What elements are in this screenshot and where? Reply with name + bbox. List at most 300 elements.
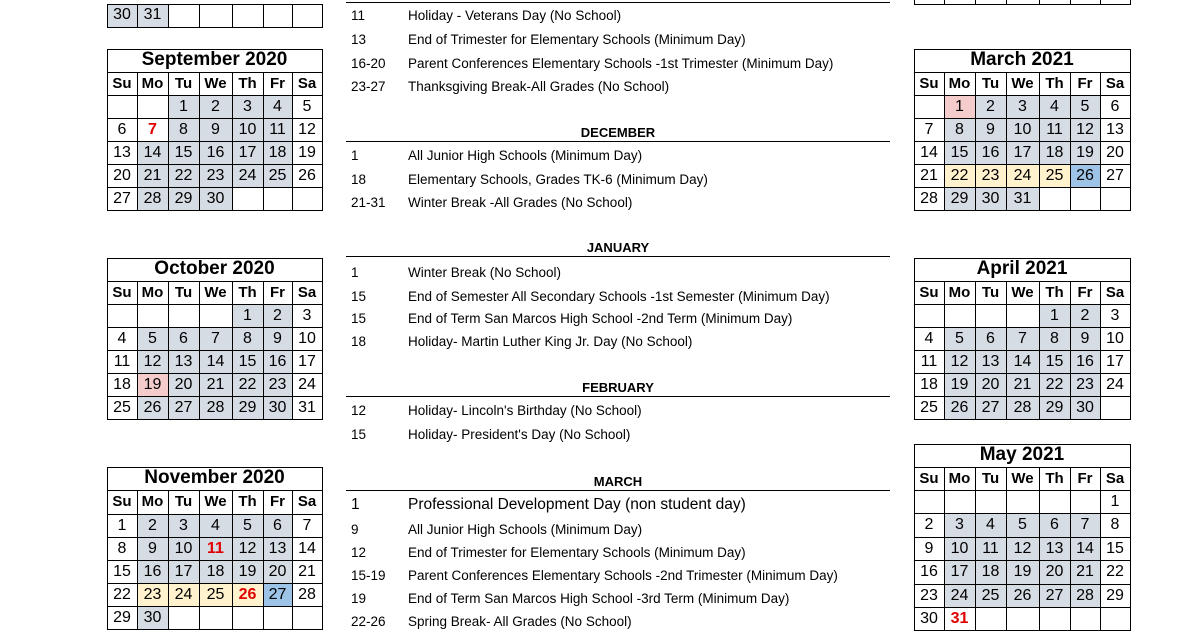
calendar-gridline — [914, 164, 1130, 165]
calendar-day: 18 — [975, 560, 1006, 583]
weekday-header: Th — [238, 493, 257, 510]
calendar-gridline — [914, 396, 1130, 397]
calendar-gridline — [914, 210, 1130, 211]
weekday-header: Sa — [1105, 470, 1125, 487]
calendar-day: 6 — [168, 327, 199, 350]
section-rule — [346, 141, 890, 142]
calendar-gridline — [199, 4, 200, 27]
event-description: Parent Conferences Elementary Schools -1st Trimester (Minimum Day) — [408, 56, 834, 71]
section-title: FEBRUARY — [582, 380, 654, 395]
weekday-header: We — [204, 75, 227, 92]
weekday-header: Th — [1045, 75, 1064, 92]
calendar-day: 20 — [1106, 144, 1124, 161]
calendar-day: 2 — [137, 514, 168, 537]
calendar-day: 24 — [298, 376, 316, 393]
calendar-day: 20 — [1039, 560, 1070, 583]
calendar-day: 23 — [263, 373, 292, 396]
calendar-day: 17 — [944, 560, 975, 583]
calendar-day: 23 — [199, 164, 232, 187]
calendar-day: 5 — [302, 98, 312, 115]
calendar-day: 11 — [199, 537, 232, 560]
calendar-gridline — [914, 490, 1130, 491]
calendar-day: 10 — [1006, 118, 1039, 141]
weekday-header: Fr — [270, 75, 285, 92]
weekday-header: We — [1011, 75, 1034, 92]
event-description: End of Term San Marcos High School -3rd Term (Minimum Day) — [408, 591, 790, 606]
calendar-gridline — [1039, 467, 1040, 630]
calendar-day: 2 — [199, 95, 232, 118]
calendar-day: 17 — [298, 353, 316, 370]
calendar-day: 18 — [920, 376, 938, 393]
calendar-gridline — [107, 141, 322, 142]
calendar-gridline — [107, 490, 322, 491]
calendar-gridline — [914, 373, 1130, 374]
calendar-day: 23 — [920, 586, 938, 604]
calendar-day: 22 — [1039, 373, 1070, 396]
calendar-day: 18 — [263, 141, 292, 164]
calendar-gridline — [232, 4, 233, 27]
calendar-gridline — [107, 27, 322, 28]
weekday-header: Tu — [981, 284, 1000, 301]
calendar-day: 14 — [298, 540, 316, 557]
calendar-day: 11 — [920, 353, 938, 370]
event-date: 1 — [351, 496, 360, 513]
calendar-day: 7 — [148, 121, 157, 138]
calendar-day: 26 — [944, 396, 975, 419]
calendar-day: 24 — [1006, 164, 1039, 187]
weekday-header: Su — [112, 284, 132, 301]
calendar-day: 27 — [1106, 167, 1124, 184]
calendar-day: 26 — [1006, 584, 1039, 607]
calendar-day: 27 — [975, 396, 1006, 419]
weekday-header: We — [204, 493, 227, 510]
calendar-day: 12 — [137, 350, 168, 373]
calendar-day: 1 — [1039, 304, 1070, 327]
calendar-day: 26 — [298, 167, 316, 184]
event-date: 23-27 — [351, 79, 386, 94]
calendar-day: 12 — [1070, 118, 1100, 141]
event-date: 12 — [351, 403, 367, 418]
calendar-day: 19 — [137, 373, 168, 396]
calendar-day: 4 — [117, 330, 127, 347]
calendar-gridline — [914, 584, 1130, 585]
event-date: 15 — [351, 289, 367, 304]
section-title: DECEMBER — [580, 125, 656, 140]
calendar-day: 28 — [920, 190, 938, 207]
event-date: 12 — [351, 545, 367, 560]
calendar-gridline — [914, 537, 1130, 538]
section-title: JANUARY — [586, 240, 650, 255]
calendar-gridline — [107, 419, 322, 420]
calendar-day: 16 — [263, 350, 292, 373]
calendar-title: November 2020 — [144, 467, 285, 488]
calendar-day: 8 — [168, 118, 199, 141]
calendar-day: 24 — [944, 584, 975, 607]
calendar-day: 15 — [168, 141, 199, 164]
calendar-day: 3 — [1110, 307, 1120, 324]
calendar-day: 6 — [1039, 513, 1070, 536]
weekday-header: Sa — [1105, 75, 1125, 92]
weekday-header: Su — [919, 284, 939, 301]
event-description: Thanksgiving Break-All Grades (No School) — [408, 79, 670, 94]
weekday-header: Su — [112, 493, 132, 510]
weekday-header: Sa — [1105, 284, 1125, 301]
weekday-header: Su — [919, 470, 939, 487]
calendar-day: 1 — [117, 517, 127, 534]
calendar-day: 19 — [944, 373, 975, 396]
weekday-header: Mo — [948, 470, 971, 487]
calendar-day: 30 — [263, 396, 292, 419]
calendar-day: 10 — [232, 118, 263, 141]
calendar-day: 3 — [302, 307, 312, 324]
weekday-header: Su — [919, 75, 939, 92]
calendar-day: 9 — [924, 539, 934, 557]
calendar-day: 13 — [113, 144, 131, 161]
calendar-gridline — [914, 467, 1130, 468]
calendar-day: 1 — [944, 95, 975, 118]
calendar-day: 13 — [1106, 121, 1124, 138]
calendar-day: 28 — [137, 187, 168, 210]
calendar-day: 17 — [1006, 141, 1039, 164]
calendar-day: 3 — [168, 514, 199, 537]
calendar-gridline — [107, 537, 322, 538]
event-description: All Junior High Schools (Minimum Day) — [408, 148, 643, 163]
calendar-frame — [107, 4, 323, 28]
event-description: Parent Conferences Elementary Schools -2nd Trimester (Minimum Day) — [408, 568, 838, 583]
event-date: 13 — [351, 32, 367, 47]
event-description: End of Trimester for Elementary Schools (Minimum Day) — [408, 545, 746, 560]
calendar-day: 14 — [1006, 350, 1039, 373]
calendar-day: 27 — [263, 583, 292, 606]
weekday-header: Th — [238, 75, 257, 92]
calendar-day: 5 — [1070, 95, 1100, 118]
calendar-day: 21 — [920, 167, 938, 184]
calendar-day: 14 — [199, 350, 232, 373]
calendar-gridline — [137, 4, 138, 27]
calendar-day: 25 — [975, 584, 1006, 607]
calendar-day: 29 — [232, 396, 263, 419]
calendar-day: 22 — [232, 373, 263, 396]
calendar-gridline — [914, 281, 1130, 282]
calendar-day: 8 — [232, 327, 263, 350]
weekday-header: Th — [238, 284, 257, 301]
weekday-header: Sa — [297, 493, 317, 510]
calendar-day: 10 — [944, 537, 975, 560]
calendar-day: 30 — [137, 606, 168, 629]
calendar-gridline — [914, 560, 1130, 561]
weekday-header: We — [204, 284, 227, 301]
calendar-day: 9 — [199, 118, 232, 141]
calendar-day: 21 — [137, 164, 168, 187]
calendar-day: 8 — [1110, 516, 1120, 534]
calendar-day: 14 — [1070, 537, 1100, 560]
calendar-gridline — [914, 607, 1130, 608]
calendar-day: 14 — [920, 144, 938, 161]
calendar-day: 13 — [263, 537, 292, 560]
calendar-day: 29 — [944, 187, 975, 210]
calendar-day: 27 — [113, 190, 131, 207]
weekday-header: Fr — [1077, 284, 1093, 301]
calendar-gridline — [1100, 467, 1101, 630]
event-date: 22-26 — [351, 614, 386, 629]
calendar-gridline — [914, 4, 1130, 5]
calendar-day: 23 — [975, 164, 1006, 187]
calendar-gridline — [914, 350, 1130, 351]
calendar-day: 11 — [975, 537, 1006, 560]
calendar-gridline — [107, 327, 322, 328]
calendar-day: 31 — [1006, 187, 1039, 210]
event-date: 1 — [351, 265, 359, 280]
calendar-gridline — [107, 606, 322, 607]
calendar-day: 2 — [263, 304, 292, 327]
calendar-day: 18 — [113, 376, 131, 393]
calendar-day: 15 — [944, 141, 975, 164]
calendar-day: 5 — [944, 327, 975, 350]
calendar-day: 2 — [975, 95, 1006, 118]
calendar-day: 8 — [1039, 327, 1070, 350]
event-description: All Junior High Schools (Minimum Day) — [408, 522, 643, 537]
calendar-day: 5 — [1006, 513, 1039, 536]
calendar-day: 4 — [975, 513, 1006, 536]
event-description: End of Term San Marcos High School -2nd Term (Minimum Day) — [408, 311, 793, 326]
calendar-day: 8 — [944, 118, 975, 141]
calendar-day: 4 — [263, 95, 292, 118]
calendar-day: 28 — [199, 396, 232, 419]
event-description: Holiday- Lincoln's Birthday (No School) — [408, 403, 642, 418]
calendar-day: 17 — [232, 141, 263, 164]
calendar-gridline — [107, 281, 322, 282]
calendar-day: 31 — [950, 610, 969, 627]
event-description: Holiday - Veterans Day (No School) — [408, 8, 622, 23]
calendar-gridline — [107, 396, 322, 397]
section-rule — [346, 396, 890, 397]
calendar-day: 29 — [113, 609, 131, 626]
calendar-gridline — [107, 72, 322, 73]
calendar-day: 14 — [137, 141, 168, 164]
calendar-day: 2 — [924, 516, 934, 534]
calendar-day: 4 — [924, 330, 934, 347]
event-date: 15 — [351, 427, 367, 442]
calendar-day: 17 — [168, 560, 199, 583]
calendar-gridline — [107, 583, 322, 584]
section-rule — [346, 490, 890, 491]
weekday-header: Fr — [270, 284, 285, 301]
calendar-gridline — [914, 419, 1130, 420]
calendar-day: 10 — [168, 537, 199, 560]
calendar-day: 19 — [1070, 141, 1100, 164]
calendar-day: 7 — [1006, 327, 1039, 350]
section-rule — [346, 2, 890, 3]
event-description: Holiday- Martin Luther King Jr. Day (No School) — [408, 334, 693, 349]
event-description: Professional Development Day (non student day) — [408, 496, 746, 513]
calendar-day: 24 — [1106, 376, 1124, 393]
calendar-day: 6 — [1110, 98, 1120, 115]
calendar-gridline — [107, 560, 322, 561]
calendar-gridline — [107, 373, 322, 374]
calendar-title: May 2021 — [979, 444, 1065, 465]
calendar-day: 22 — [113, 586, 131, 603]
calendar-day: 25 — [920, 399, 938, 416]
calendar-day: 15 — [1106, 539, 1124, 557]
calendar-gridline — [1070, 467, 1071, 630]
calendar-day: 3 — [232, 95, 263, 118]
calendar-day: 22 — [1106, 563, 1124, 581]
calendar-day: 24 — [168, 583, 199, 606]
calendar-day: 15 — [232, 350, 263, 373]
section-title: MARCH — [593, 474, 643, 489]
calendar-day: 1 — [1110, 493, 1120, 510]
calendar-day: 28 — [1070, 584, 1100, 607]
weekday-header: Sa — [297, 284, 317, 301]
event-description: Spring Break- All Grades (No School) — [408, 614, 632, 629]
calendar-gridline — [107, 187, 322, 188]
calendar-day: 11 — [263, 118, 292, 141]
calendar-day: 30 — [107, 4, 137, 27]
event-date: 1 — [351, 148, 359, 163]
calendar-day: 19 — [1006, 560, 1039, 583]
calendar-gridline — [292, 4, 293, 27]
event-date: 18 — [351, 172, 367, 187]
event-date: 16-20 — [351, 56, 386, 71]
calendar-day: 1 — [168, 95, 199, 118]
calendar-day: 11 — [1039, 118, 1070, 141]
calendar-day: 21 — [199, 373, 232, 396]
weekday-header: Mo — [141, 493, 164, 510]
calendar-gridline — [914, 72, 1130, 73]
calendar-day: 23 — [1070, 373, 1100, 396]
calendar-day: 13 — [168, 350, 199, 373]
calendar-day: 18 — [199, 560, 232, 583]
calendar-day: 10 — [298, 330, 316, 347]
calendar-day: 17 — [1106, 353, 1124, 370]
calendar-gridline — [914, 141, 1130, 142]
weekday-header: Tu — [174, 493, 193, 510]
calendar-day: 30 — [199, 187, 232, 210]
calendar-gridline — [107, 164, 322, 165]
event-description: Winter Break (No School) — [408, 265, 562, 280]
weekday-header: Su — [112, 75, 132, 92]
weekday-header: Mo — [141, 75, 164, 92]
section-rule — [346, 256, 890, 257]
calendar-day: 15 — [113, 563, 131, 580]
calendar-day: 6 — [263, 514, 292, 537]
weekday-header: Tu — [981, 75, 1000, 92]
event-date: 11 — [351, 8, 366, 23]
calendar-day: 27 — [1039, 584, 1070, 607]
calendar-day: 13 — [1039, 537, 1070, 560]
event-date: 19 — [351, 591, 367, 606]
calendar-day: 11 — [113, 353, 131, 370]
event-description: Holiday- President's Day (No School) — [408, 427, 631, 442]
calendar-day: 16 — [199, 141, 232, 164]
calendar-day: 31 — [298, 399, 316, 416]
calendar-title: October 2020 — [154, 258, 275, 279]
calendar-gridline — [168, 4, 169, 27]
weekday-header: Sa — [297, 75, 317, 92]
calendar-day: 28 — [298, 586, 316, 603]
calendar-gridline — [107, 95, 322, 96]
calendar-day: 6 — [975, 327, 1006, 350]
calendar-day: 5 — [137, 327, 168, 350]
calendar-day: 16 — [920, 563, 938, 581]
calendar-gridline — [1006, 467, 1007, 630]
calendar-day: 7 — [1070, 513, 1100, 536]
calendar-day: 29 — [168, 187, 199, 210]
calendar-day: 29 — [1106, 586, 1124, 604]
weekday-header: Fr — [1077, 470, 1093, 487]
calendar-title: April 2021 — [976, 258, 1068, 279]
calendar-day: 16 — [975, 141, 1006, 164]
weekday-header: Tu — [981, 470, 1000, 487]
calendar-day: 26 — [1070, 164, 1100, 187]
calendar-day: 4 — [1039, 95, 1070, 118]
calendar-day: 4 — [199, 514, 232, 537]
event-date: 21-31 — [351, 195, 386, 210]
weekday-header: Tu — [174, 284, 193, 301]
calendar-gridline — [914, 513, 1130, 514]
calendar-gridline — [107, 514, 322, 515]
calendar-gridline — [914, 327, 1130, 328]
calendar-day: 7 — [302, 517, 312, 534]
calendar-day: 21 — [1070, 560, 1100, 583]
calendar-gridline — [107, 304, 322, 305]
calendar-day: 21 — [1006, 373, 1039, 396]
calendar-gridline — [944, 467, 945, 630]
calendar-day: 16 — [1070, 350, 1100, 373]
calendar-day: 29 — [1039, 396, 1070, 419]
calendar-day: 1 — [232, 304, 263, 327]
calendar-day: 9 — [137, 537, 168, 560]
calendar-day: 15 — [1039, 350, 1070, 373]
calendar-day: 5 — [232, 514, 263, 537]
calendar-day: 28 — [1006, 396, 1039, 419]
calendar-gridline — [914, 95, 1130, 96]
calendar-day: 19 — [298, 144, 316, 161]
calendar-day: 20 — [168, 373, 199, 396]
calendar-gridline — [107, 4, 322, 5]
calendar-day: 8 — [117, 540, 127, 557]
calendar-title: September 2020 — [141, 49, 288, 70]
calendar-day: 10 — [1106, 330, 1124, 347]
event-description: End of Semester All Secondary Schools -1st Semester (Minimum Day) — [408, 289, 830, 304]
calendar-day: 9 — [263, 327, 292, 350]
calendar-gridline — [107, 350, 322, 351]
calendar-gridline — [914, 118, 1130, 119]
calendar-day: 30 — [920, 610, 938, 627]
calendar-day: 20 — [263, 560, 292, 583]
calendar-day: 26 — [232, 583, 263, 606]
calendar-day: 3 — [944, 513, 975, 536]
calendar-day: 26 — [137, 396, 168, 419]
calendar-day: 13 — [975, 350, 1006, 373]
calendar-day: 20 — [975, 373, 1006, 396]
calendar-day: 25 — [1039, 164, 1070, 187]
weekday-header: Fr — [1077, 75, 1093, 92]
calendar-day: 12 — [232, 537, 263, 560]
weekday-header: We — [1011, 284, 1034, 301]
calendar-day: 16 — [137, 560, 168, 583]
event-date: 15-19 — [351, 568, 386, 583]
weekday-header: Mo — [141, 284, 164, 301]
calendar-day: 22 — [944, 164, 975, 187]
calendar-day: 31 — [137, 4, 168, 27]
calendar-day: 25 — [113, 399, 131, 416]
weekday-header: Mo — [948, 284, 971, 301]
calendar-day: 27 — [168, 396, 199, 419]
event-date: 15 — [351, 311, 367, 326]
event-date: 9 — [351, 522, 359, 537]
calendar-day: 19 — [232, 560, 263, 583]
